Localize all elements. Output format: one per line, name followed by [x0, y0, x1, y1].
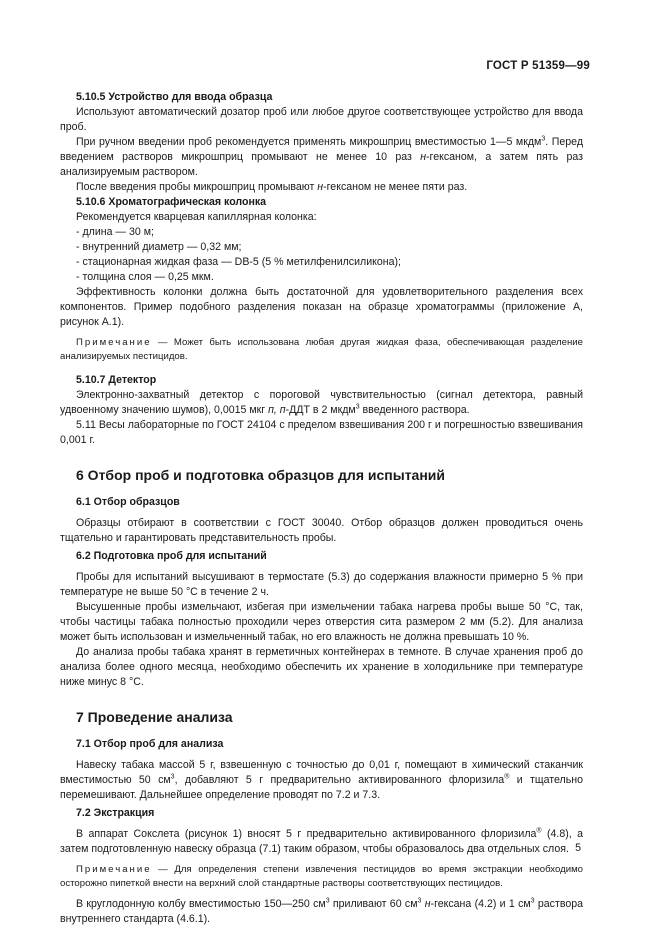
note-1 — [60, 336, 583, 364]
text-run: и тщательно перемешивают. Дальнейшее определение проводят по 7.2 и 7.3. — [60, 774, 583, 801]
section-6-1-title: 6.1 Отбор образцов — [76, 496, 180, 508]
italic-run: п, п — [268, 404, 286, 416]
text-run: , добавляют 5 г предварительно активированного флоризила — [174, 774, 505, 786]
section-5-10-5-p3 — [60, 180, 583, 195]
text-run: При ручном введении проб рекомендуется применять микрошприц вместимостью 1—5 мкдм — [76, 136, 542, 148]
column-spec-item: - длина — 30 м; — [76, 226, 154, 238]
registered-mark: ® — [504, 773, 510, 781]
document-code: ГОСТ Р 51359—99 — [486, 60, 590, 72]
section-7-2-p — [60, 827, 583, 857]
text-run: введенного раствора. — [359, 404, 470, 416]
section-6-2-title: 6.2 Подготовка проб для испытаний — [76, 550, 267, 562]
section-7-1-title: 7.1 Отбор проб для анализа — [76, 738, 224, 750]
text-run: -ДДТ в 2 мкдм — [285, 404, 356, 416]
text-run: приливают 60 см — [329, 898, 418, 910]
note-label: Примечание — [76, 337, 152, 348]
section-5-10-5-p2 — [60, 135, 583, 180]
column-spec-item: - стационарная жидкая фаза — DB-5 (5 % метилфенилсиликона); — [76, 256, 401, 268]
italic-run: н — [420, 151, 427, 163]
section-7-2-last-p — [60, 897, 583, 927]
section-5-11: 5.11 Весы лабораторные по ГОСТ 24104 с пределом взвешивания 200 г и погрешностью взвешивания 0,001 г. — [60, 419, 583, 446]
text-run: Электронно-захватный детектор с пороговой чувствительностью (сигнал детектора, равный удвоенному значению шумов), 0,0015 мкг — [60, 389, 583, 416]
section-5-10-7-title: 5.10.7 Детектор — [76, 374, 157, 386]
section-6-1-p: Образцы отбирают в соответствии с ГОСТ 30040. Отбор образцов должен проводиться очень тщательно и гарантировать представительность пробы. — [60, 517, 583, 544]
section-5-10-6-efficiency: Эффективность колонки должна быть достаточной для удовлетворительного разделения всех компонентов. Пример подобного разделения показан на образце хроматограммы (приложение А, рисунок А.1). — [60, 286, 583, 328]
section-7-2-title: 7.2 Экстракция — [76, 807, 155, 819]
column-spec-item: - толщина слоя — 0,25 мкм. — [76, 271, 214, 283]
column-spec-item: - внутренний диаметр — 0,32 мм; — [76, 241, 242, 253]
section-6-2-p3: До анализа пробы табака хранят в герметичных контейнерах в темноте. В случае хранения проб до анализа более одного месяца, необходимо обеспечить их хранение в холодильнике при температуре ниже минус 8 °С. — [60, 646, 583, 688]
text-run: . Перед введением растворов микрошприц промывают не менее 10 раз — [60, 136, 584, 163]
superscript: 3 — [355, 403, 360, 411]
page-number: 5 — [575, 842, 581, 854]
document-body — [60, 90, 583, 927]
note-label: Примечание — [76, 864, 152, 875]
text-run: В аппарат Сокслета (рисунок 1) вносят 5 г предварительно активированного флоризила — [76, 828, 537, 840]
text-run: раствора внутреннего стандарта (4.6.1). — [60, 898, 583, 925]
superscript: 3 — [530, 897, 535, 905]
italic-run: н — [317, 181, 324, 193]
italic-run: н — [424, 898, 431, 910]
section-7-heading: 7 Проведение анализа — [76, 709, 233, 725]
text-run: После введения пробы микрошприц промывают — [76, 181, 318, 193]
note-text: — Может быть использована любая другая жидкая фаза, обеспечивающая разделение анализируемых пестицидов. — [60, 337, 583, 362]
text-run: -гексана (4.2) и 1 см — [430, 898, 531, 910]
section-5-10-5-title: 5.10.5 Устройство для ввода образца — [76, 91, 273, 103]
section-5-10-5-p1: Используют автоматический дозатор проб или любое другое соответствующее устройство для ввода проб. — [60, 106, 583, 133]
section-7-1-p — [60, 758, 583, 803]
text-run: В круглодонную колбу вместимостью 150—250 см — [76, 898, 326, 910]
superscript: 3 — [541, 135, 546, 143]
registered-mark: ® — [536, 827, 542, 835]
superscript: 3 — [417, 897, 422, 905]
text-run: -гексаном, а затем пять раз анализируемым раствором. — [60, 151, 583, 178]
text-run: -гексаном не менее пяти раз. — [323, 181, 468, 193]
section-6-2-p1: Пробы для испытаний высушивают в термостате (5.3) до содержания влажности примерно 5 % при температуре не выше 50 °С в течение 2 ч. — [60, 571, 583, 598]
text-run: (4.8), а затем подготовленную навеску образца (7.1) таким образом, чтобы образовалось два отдельных слоя. — [60, 828, 583, 855]
superscript: 3 — [325, 897, 330, 905]
superscript: 3 — [170, 773, 175, 781]
text-run: Навеску табака массой 5 г, взвешенную с точностью до 0,01 г, помещают в химический стаканчик вместимостью 50 см — [60, 759, 583, 786]
note-2 — [60, 863, 583, 891]
note-text: — Для определения степени извлечения пестицидов во время экстракции необходимо осторожно пипеткой внести на верхний слой стандартные растворы соответствующих пестицидов. — [60, 864, 583, 889]
section-5-10-6-intro: Рекомендуется кварцевая капиллярная колонка: — [76, 211, 317, 223]
section-5-10-7-p — [60, 388, 583, 418]
section-6-heading: 6 Отбор проб и подготовка образцов для испытаний — [76, 467, 446, 483]
section-6-2-p2: Высушенные пробы измельчают, избегая при измельчении табака нагрева пробы выше 50 °С, так, чтобы частицы табака полностью проходили через отверстия сита размером 2 мм (5.2). Для анализа может быть использован и измельченный табак, но его влажность не должна превышать 10 %. — [60, 601, 583, 643]
section-5-10-6-title: 5.10.6 Хроматографическая колонка — [76, 196, 267, 208]
